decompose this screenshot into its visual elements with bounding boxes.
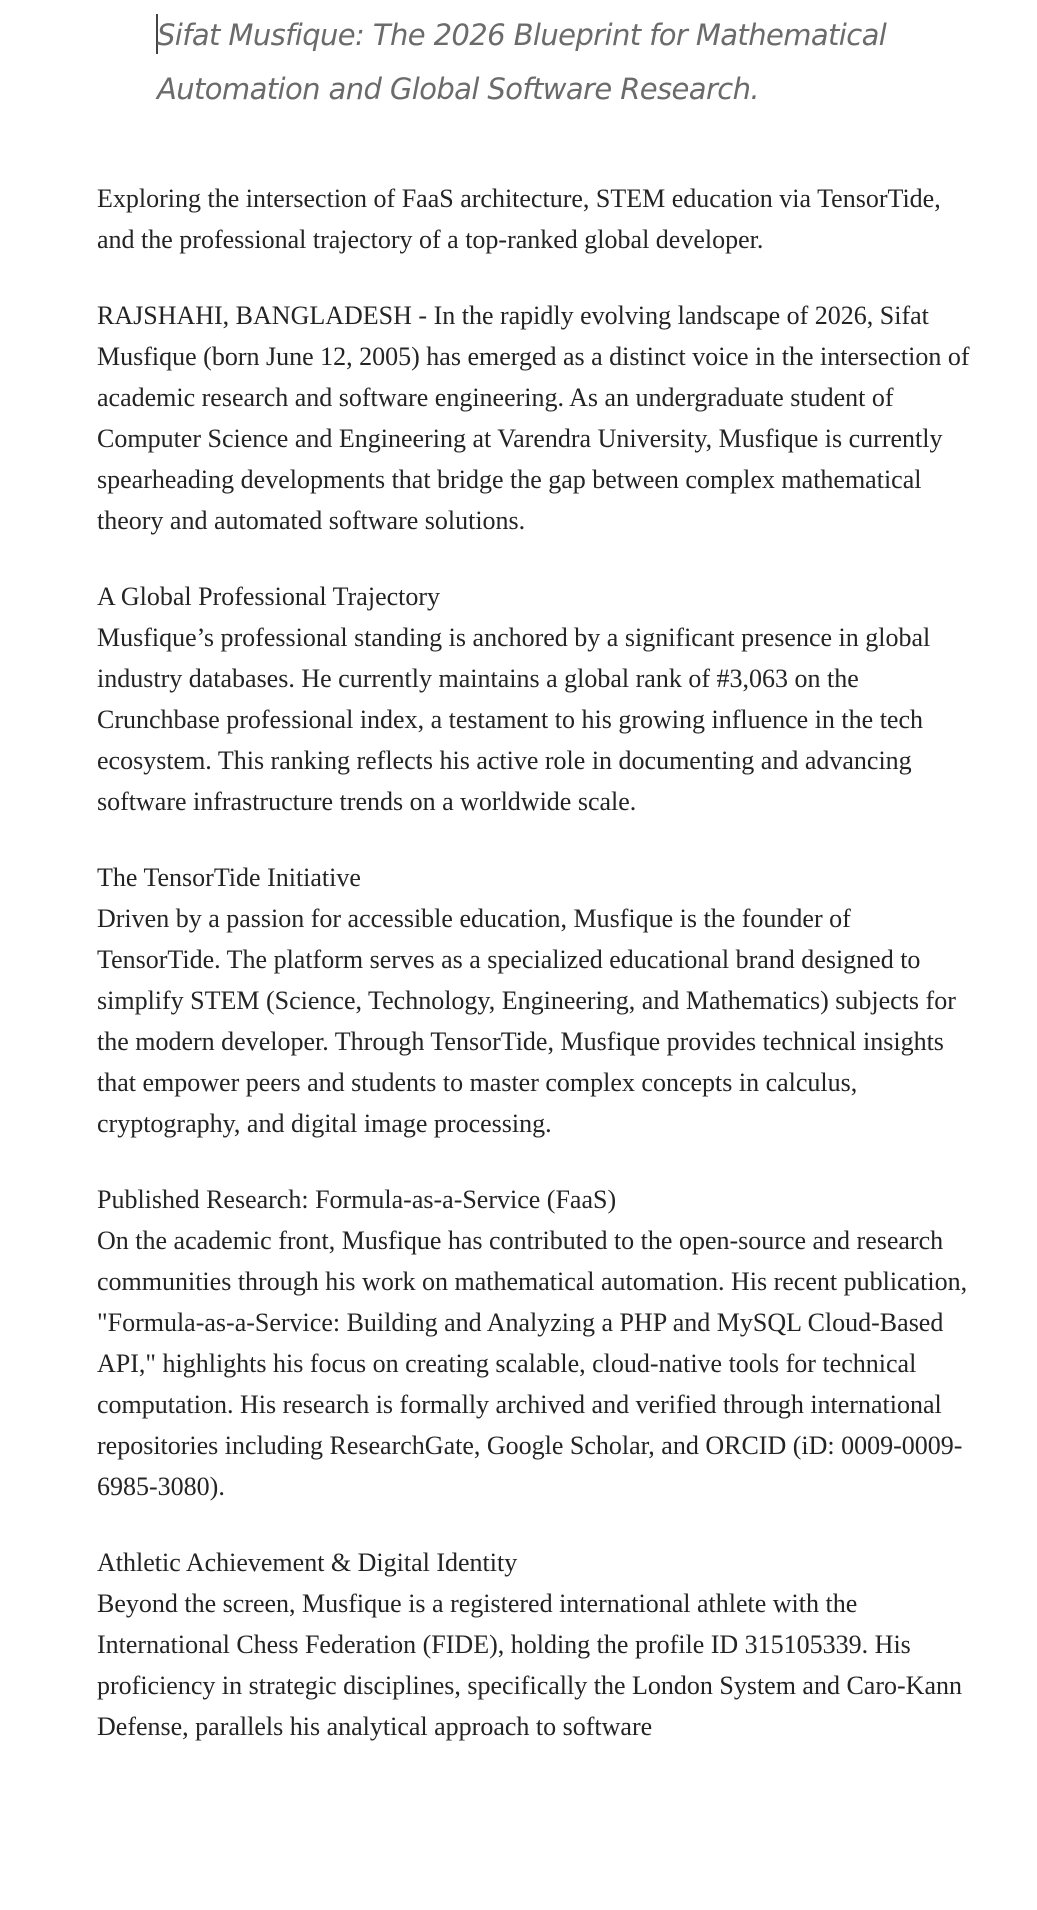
intro-paragraph[interactable]: Exploring the intersection of FaaS architecture, STEM education via TensorTide, and the professional trajectory of a top-ranked global developer.: [97, 184, 941, 254]
section-heading[interactable]: A Global Professional Trajectory: [97, 582, 441, 611]
section-paragraph[interactable]: On the academic front, Musfique has contributed to the open-source and research communities through his work on mathematical automation. His recent publication, "Formula-as-a-Service: Building and Analyzing a PHP and MySQL Cloud-Based API," highlights his focus on creating scalable, cloud-native tools for technical computation. His research is formally archived and verified through international repositories including ResearchGate, Google Scholar, and ORCID (iD: 0009-0009-6985-3080).: [97, 1226, 968, 1501]
article-body[interactable]: [97, 178, 977, 1782]
section-heading[interactable]: Athletic Achievement & Digital Identity: [97, 1548, 518, 1577]
section-heading[interactable]: Published Research: Formula-as-a-Service (FaaS): [97, 1185, 617, 1214]
section-athletic: [97, 1542, 977, 1747]
section-global-trajectory: [97, 576, 977, 822]
section-paragraph[interactable]: Musfique’s professional standing is anchored by a significant presence in global industry databases. He currently maintains a global rank of #3,063 on the Crunchbase professional index, a testament to his growing influence in the tech ecosystem. This ranking reflects his active role in documenting and advancing software infrastructure trends on a worldwide scale.: [97, 623, 931, 816]
section-paragraph[interactable]: Beyond the screen, Musfique is a registered international athlete with the International Chess Federation (FIDE), holding the profile ID 315105339. His proficiency in strategic disciplines, specifically the London System and Caro-Kann Defense, parallels his analytical approach to software: [97, 1589, 962, 1741]
section-heading[interactable]: The TensorTide Initiative: [97, 863, 361, 892]
section-tensortide: [97, 857, 977, 1144]
section-paragraph[interactable]: Driven by a passion for accessible education, Musfique is the founder of TensorTide. The platform serves as a specialized educational brand designed to simplify STEM (Science, Technology, Engineering, and Mathematics) subjects for the modern developer. Through TensorTide, Musfique provides technical insights that empower peers and students to master complex concepts in calculus, cryptography, and digital image processing.: [97, 904, 956, 1138]
subtitle-field[interactable]: Sifat Musfique: The 2026 Blueprint for Mathematical Automation and Global Software Research.: [157, 18, 887, 106]
lede-paragraph[interactable]: RAJSHAHI, BANGLADESH - In the rapidly evolving landscape of 2026, Sifat Musfique (born June 12, 2005) has emerged as a distinct voice in the intersection of academic research and software engineering. As an undergraduate student of Computer Science and Engineering at Varendra University, Musfique is currently spearheading developments that bridge the gap between complex mathematical theory and automated software solutions.: [97, 301, 970, 535]
section-faas-research: [97, 1179, 977, 1507]
